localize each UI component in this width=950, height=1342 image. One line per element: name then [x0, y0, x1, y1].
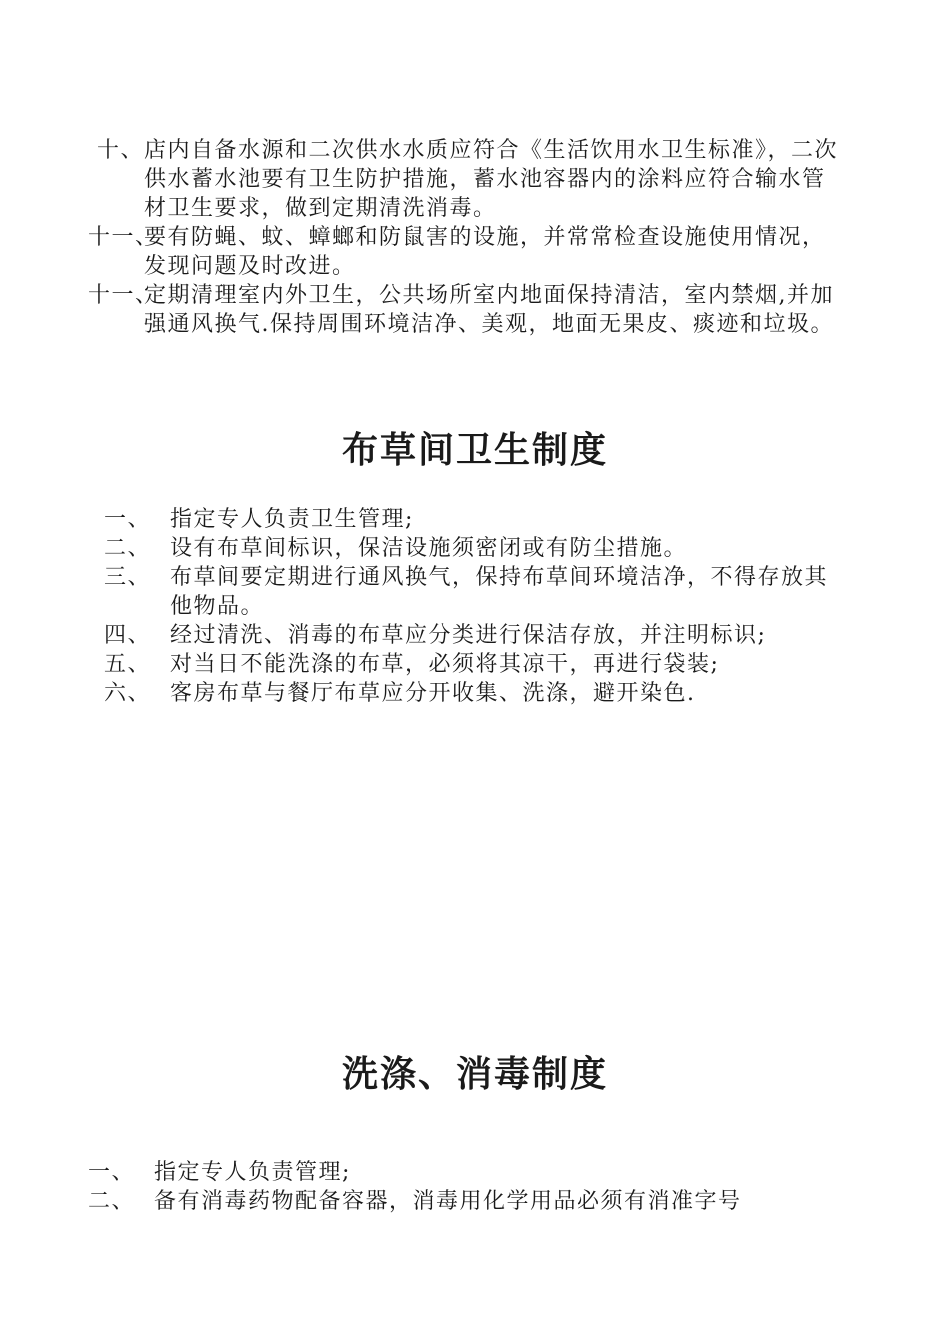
list-item: [104, 679, 846, 708]
item-text: 布草间要定期进行通风换气，保持布草间环境洁净，不得存放其他物品。: [170, 565, 829, 619]
list-item: [104, 650, 846, 679]
list-item: [104, 505, 846, 534]
list-item: [88, 223, 838, 281]
item-text: 备有消毒药物配备容器，消毒用化学用品必须有消准字号: [154, 1189, 742, 1214]
list-item: [104, 563, 846, 621]
list-item: [104, 621, 846, 650]
item-marker: 六、: [104, 681, 152, 706]
item-marker: 四、: [104, 623, 152, 648]
item-marker: 十一、: [88, 225, 159, 250]
item-marker: 二、: [88, 1189, 136, 1214]
item-marker: 一、: [88, 1160, 136, 1185]
item-text: 客房布草与餐厅布草应分开收集、洗涤，避开染色.: [170, 681, 696, 706]
item-text: 定期清理室内外卫生，公共场所室内地面保持清洁，室内禁烟,并加强通风换气.保持周围环境洁净、美观，地面无果皮、痰迹和垃圾。: [144, 283, 834, 337]
intro-rules-list: [88, 136, 838, 339]
item-marker: 二、: [104, 536, 152, 561]
item-marker: 五、: [104, 652, 152, 677]
list-item: [88, 1187, 848, 1216]
item-text: 店内自备水源和二次供水水质应符合《生活饮用水卫生标准》，二次供水蓄水池要有卫生防护措施，蓄水池容器内的涂料应符合输水管材卫生要求，做到定期清洗消毒。: [144, 138, 839, 221]
item-marker: 十一、: [88, 283, 159, 308]
linen-room-rules-list: [104, 505, 846, 708]
item-text: 要有防蝇、蚊、蟑螂和防鼠害的设施，并常常检查设施使用情况，发现问题及时改进。: [144, 225, 826, 279]
item-text: 经过清洗、消毒的布草应分类进行保洁存放，并注明标识;: [170, 623, 767, 648]
item-text: 指定专人负责管理;: [154, 1160, 351, 1185]
list-item: [104, 534, 846, 563]
washing-rules-list: [88, 1158, 848, 1216]
section-title-linen-room: 布草间卫生制度: [341, 429, 608, 471]
item-marker: 三、: [104, 565, 152, 590]
item-marker: 十、: [96, 138, 144, 163]
item-text: 对当日不能洗涤的布草，必须将其凉干，再进行袋装;: [170, 652, 720, 677]
item-text: 指定专人负责卫生管理;: [170, 507, 414, 532]
list-item: [88, 136, 838, 223]
list-item: [88, 281, 838, 339]
item-marker: 一、: [104, 507, 152, 532]
section-title-washing-disinfection: 洗涤、消毒制度: [341, 1053, 608, 1095]
list-item: [88, 1158, 848, 1187]
item-text: 设有布草间标识，保洁设施须密闭或有防尘措施。: [170, 536, 688, 561]
